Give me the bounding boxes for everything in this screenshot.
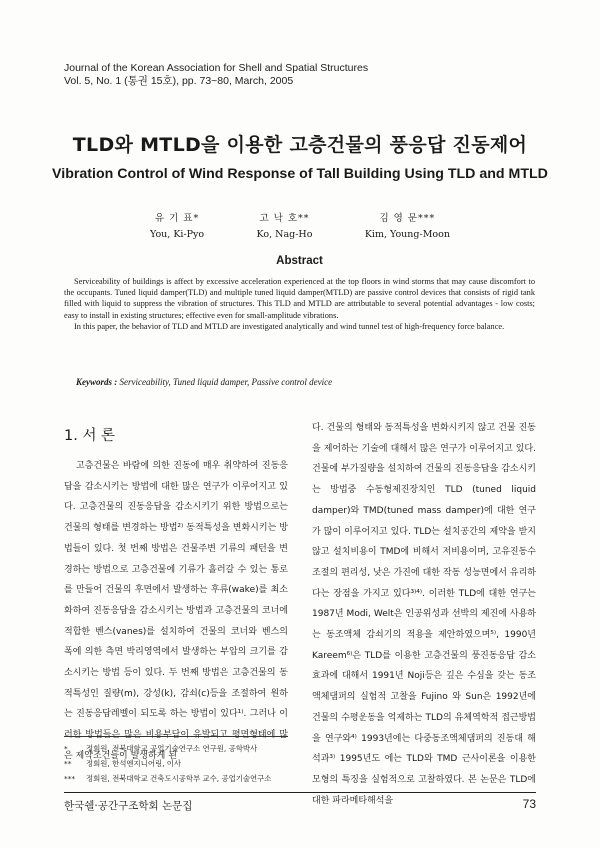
- footnote-item: [64, 771, 294, 786]
- body-paragraph: 고층건물은 바람에 의한 진동에 매우 취약하여 진동응답을 감소시키는 방법에 대한 많은 연구가 이루어지고 있다. 고층건물의 진동응답을 감소시키기 위한 방법으로는 건물의 형태를 변경하는 방법²⁾ 동적특성을 변화시키는 방법들이 있다. 첫 번째 방법은 건물주변 기류의 패턴을 변경하는 방법으로 고층건물에 기류가 흘러갈 수 있는 통로를 만들어 건물의 후면에서 발생하는 후류(wake)를 최소화하여 진동응답을 감소시키는 방법과 고층건물의 코너에 적합한 벤스(vanes)를 설치하여 건물의 코너와 벤스의 폭에 의한 측면 박리영역에서 발생하는 부압의 크기를 감소시키는 방법 등이 있다. 두 번째 방법은 고층건물의 동적특성인 질량(m), 강성(k), 감쇠(c)등을 조절하여 원하는 진동응답레벨이 되도록 하는 방법이 있다¹⁾. 그러나 이러한 방법들은 많은 비용부담이 유발되고 평면형태에 많은 제약조건들이 발생하게 된: [64, 461, 288, 761]
- author-name-en: Kim, Young-Moon: [364, 229, 450, 240]
- footnote-divider: [64, 736, 288, 737]
- body-column-left: [64, 456, 288, 767]
- footnote-text: 정회원, 전북대학교 공업기술연구소 연구원, 공학박사: [86, 744, 258, 753]
- author-name-ko: 유 기 표*: [154, 213, 200, 224]
- footnote-text: 정회원, 한석엔지니어링, 이사: [86, 759, 182, 769]
- footnote-mark: ***: [64, 774, 76, 784]
- author-list: [150, 211, 450, 243]
- author-name-ko: 김 영 문***: [379, 213, 436, 224]
- journal-name: Journal of the Korean Association for Shell and Spatial Structures: [64, 62, 369, 74]
- abstract-section: [64, 255, 535, 395]
- section-heading: 1. 서 론: [64, 428, 116, 444]
- body-column-right: [312, 418, 536, 811]
- title-korean: TLD와 MTLD을 이용한 고층건물의 풍응답 진동제어: [72, 134, 528, 156]
- journal-header: [64, 62, 368, 88]
- footer-divider: [64, 792, 536, 793]
- page-number: 73: [522, 797, 536, 811]
- author-3: [365, 211, 450, 243]
- footnote-item: [64, 741, 294, 756]
- author-name-en: Ko, Nag-Ho: [256, 229, 313, 240]
- author-name-en: You, Ki-Pyo: [150, 229, 205, 240]
- abstract-heading: Abstract: [276, 255, 323, 267]
- footnote-mark: *: [64, 744, 68, 753]
- title-english: Vibration Control of Wind Response of Tall Building Using TLD and MTLD: [52, 166, 548, 182]
- footnote-mark: **: [64, 759, 72, 769]
- footnotes: [64, 741, 294, 787]
- abstract-paragraph-1: Serviceability of buildings is affect by excessive acceleration experienced at the top floors in wind storms that may cause discomfort to the occupants. Tuned liquid damper(TLD) and multiple tuned liquid damper(MTLD) are passive control devices that consists of rigid tank filled with liquid to suppress the vibration of structures. This TLD and MTLD are attributable to several potential advantages - low costs; easy to install in existing structures; effective even for small-amplitude vibrations.: [64, 277, 535, 320]
- abstract-paragraph-2: In this paper, the behavior of TLD and MTLD are investigated analytically and wind tunnel test of high-frequency force balance.: [74, 321, 505, 331]
- journal-volume: Vol. 5, No. 1 (통권 15호), pp. 73~80, March, 2005: [64, 75, 294, 87]
- footnote-item: [64, 756, 294, 771]
- author-name-ko: 고 낙 호**: [259, 213, 310, 224]
- body-paragraph: 다. 건물의 형태와 동적특성을 변화시키지 않고 건물 진동을 제어하는 기술에 대해서 많은 연구가 이루어지고 있다. 건물에 부가질량을 설치하여 건물의 진동응답을 감소시키는 방법중 수동형제진장치인 TLD (tuned liquid damper)와 TMD(tuned mass damper)에 대한 연구가 많이 이루어지고 있다. TLD는 설치공간의 제약을 받지 않고 설치비용이 TMD에 비해서 저비용이며, 고유진동수 조절의 편리성, 낮은 가진에 대한 작동 성능면에서 유리하다는 장점을 가지고 있다³⁾⁴⁾. 이러한 TLD에 대한 연구는 1987년 Modi, Welt은 인공위성과 선박의 제진에 사용하는 동조액체 감쇠기의 적용을 제안하였으며⁵⁾, 1990년 Kareem⁶⁾은 TLD를 이용한 고층건물의 풍진동응답 감소 효과에 대해서 1991년 Noji등은 깊은 수심을 갖는 동조액체댐퍼의 실험적 고찰을 Fujino 와 Sun은 1992년에 건물의 수평운동을 억제하는 TLD의 유체역학적 접근방법을 연구와⁴⁾ 1993년에는 다중동조액체댐퍼의 진동대 해석과³⁾ 1995년도 에는 TLD와 TMD 근사이론을 이용한 모형의 특징을 실험적으로 고찰하였다. 본 논문은 TLD에 대한 파라메타해석을: [312, 423, 536, 806]
- footnote-text: 정회원, 전북대학교 건축도시공학부 교수, 공업기술연구소: [86, 774, 272, 784]
- footer-journal-name: 한국쉘·공간구조학회 논문집: [64, 800, 193, 812]
- keywords-label: Keywords :: [76, 377, 118, 387]
- keywords-text: Serviceability, Tuned liquid damper, Passive control device: [119, 377, 333, 387]
- keywords: [76, 377, 332, 387]
- author-2: [257, 211, 313, 243]
- author-1: [150, 211, 204, 243]
